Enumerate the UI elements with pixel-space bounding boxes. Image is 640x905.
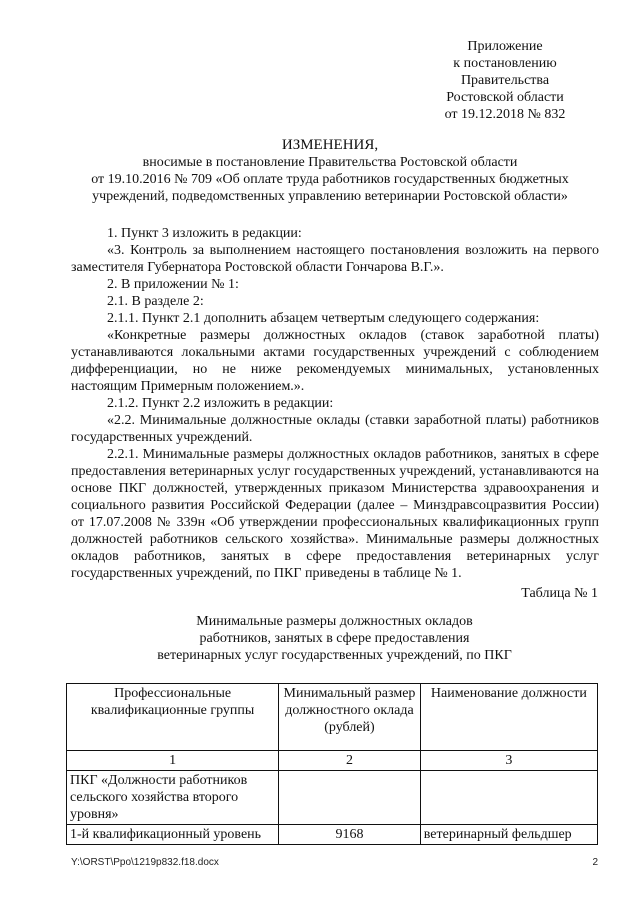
body-paragraph: 2.1.2. Пункт 2.2 изложить в редакции:: [107, 396, 334, 411]
table-title-line: ветеринарных услуг государственных учреждений, по ПКГ: [157, 648, 512, 663]
table-title-line: Минимальные размеры должностных окладов: [196, 614, 473, 629]
body-paragraph: «2.2. Минимальные должностные оклады (ставки заработной платы) работников государственных учреждений.: [71, 413, 599, 445]
appendix-line: к постановлению: [453, 56, 557, 71]
appendix-line: Ростовской области: [446, 90, 564, 105]
body-paragraph: 2.1.1. Пункт 2.1 дополнить абзацем четвертым следующего содержания:: [107, 311, 540, 326]
salary-table: [66, 683, 598, 845]
body-paragraph: «Конкретные размеры должностных окладов (ставок заработной платы) устанавливаются локальными актами государственных учреждений с соблюдением дифференциации, но не ниже рекомендуемых минимальных, установленных настоящим Примерным положением.».: [71, 328, 599, 394]
body-paragraph: «3. Контроль за выполнением настоящего постановления возложить на первого заместителя Губернатора Ростовской области Гончарова В.Г.».: [71, 243, 599, 275]
empty-cell: [279, 771, 421, 825]
salary-cell: 9168: [279, 825, 421, 845]
header-cell-position: Наименование должности: [420, 684, 597, 751]
document-heading: [62, 137, 598, 205]
file-path: Y:\ORST\Ppo\1219p832.f18.docx: [71, 857, 219, 868]
appendix-line: Правительства: [460, 73, 550, 88]
position-cell: ветеринарный фельдшер: [420, 825, 597, 845]
table-title-line: работников, занятых в сфере предоставления: [199, 631, 470, 646]
body-paragraph: 2. В приложении № 1:: [107, 277, 239, 292]
heading-subtitle-line: вносимые в постановление Правительства Ростовской области: [142, 155, 518, 170]
table-group-row: [67, 771, 598, 825]
body-paragraph: 2.2.1. Минимальные размеры должностных окладов работников, занятых в сфере предоставления ветеринарных услуг государственных учреждений, устанавливаются на основе ПКГ должностей, утвержденных приказом Министерства здравоохранения и социального развития Российской Федерации (далее – Минздравсоцразвития России) от 17.07.2008 № 339н «Об утверждении профессиональных квалификационных групп должностей работников сельского хозяйства». Минимальные размеры должностных окладов работников, занятых в сфере предоставления ветеринарных услуг государственных учреждений, по ПКГ приведены в таблице № 1.: [71, 447, 599, 581]
page-number: 2: [592, 857, 598, 868]
appendix-line: от 19.12.2018 № 832: [444, 107, 566, 122]
empty-cell: [420, 771, 597, 825]
column-number: 3: [420, 751, 597, 771]
table-title: [71, 613, 598, 664]
table-header-row: [67, 684, 598, 751]
appendix-block: [405, 38, 605, 123]
table-column-number-row: [67, 751, 598, 771]
header-cell-salary: Минимальный размер должностного оклада (рублей): [279, 684, 421, 751]
group-name-cell: ПКГ «Должности работников сельского хозяйства второго уровня»: [67, 771, 279, 825]
heading-subtitle-line: от 19.10.2016 № 709 «Об оплате труда работников государственных бюджетных: [91, 172, 569, 187]
heading-title: ИЗМЕНЕНИЯ,: [281, 137, 379, 153]
appendix-line: Приложение: [467, 39, 543, 54]
body-paragraph: 2.1. В разделе 2:: [107, 294, 204, 309]
table-label: Таблица № 1: [521, 586, 598, 601]
column-number: 2: [279, 751, 421, 771]
column-number: 1: [67, 751, 279, 771]
level-cell: 1-й квалификационный уровень: [67, 825, 279, 845]
document-body: [71, 225, 599, 582]
header-cell-groups: Профессиональные квалификационные группы: [67, 684, 279, 751]
table-row: [67, 825, 598, 845]
heading-subtitle-line: учреждений, подведомственных управлению ветеринарии Ростовской области»: [92, 189, 568, 204]
body-paragraph: 1. Пункт 3 изложить в редакции:: [107, 226, 302, 241]
